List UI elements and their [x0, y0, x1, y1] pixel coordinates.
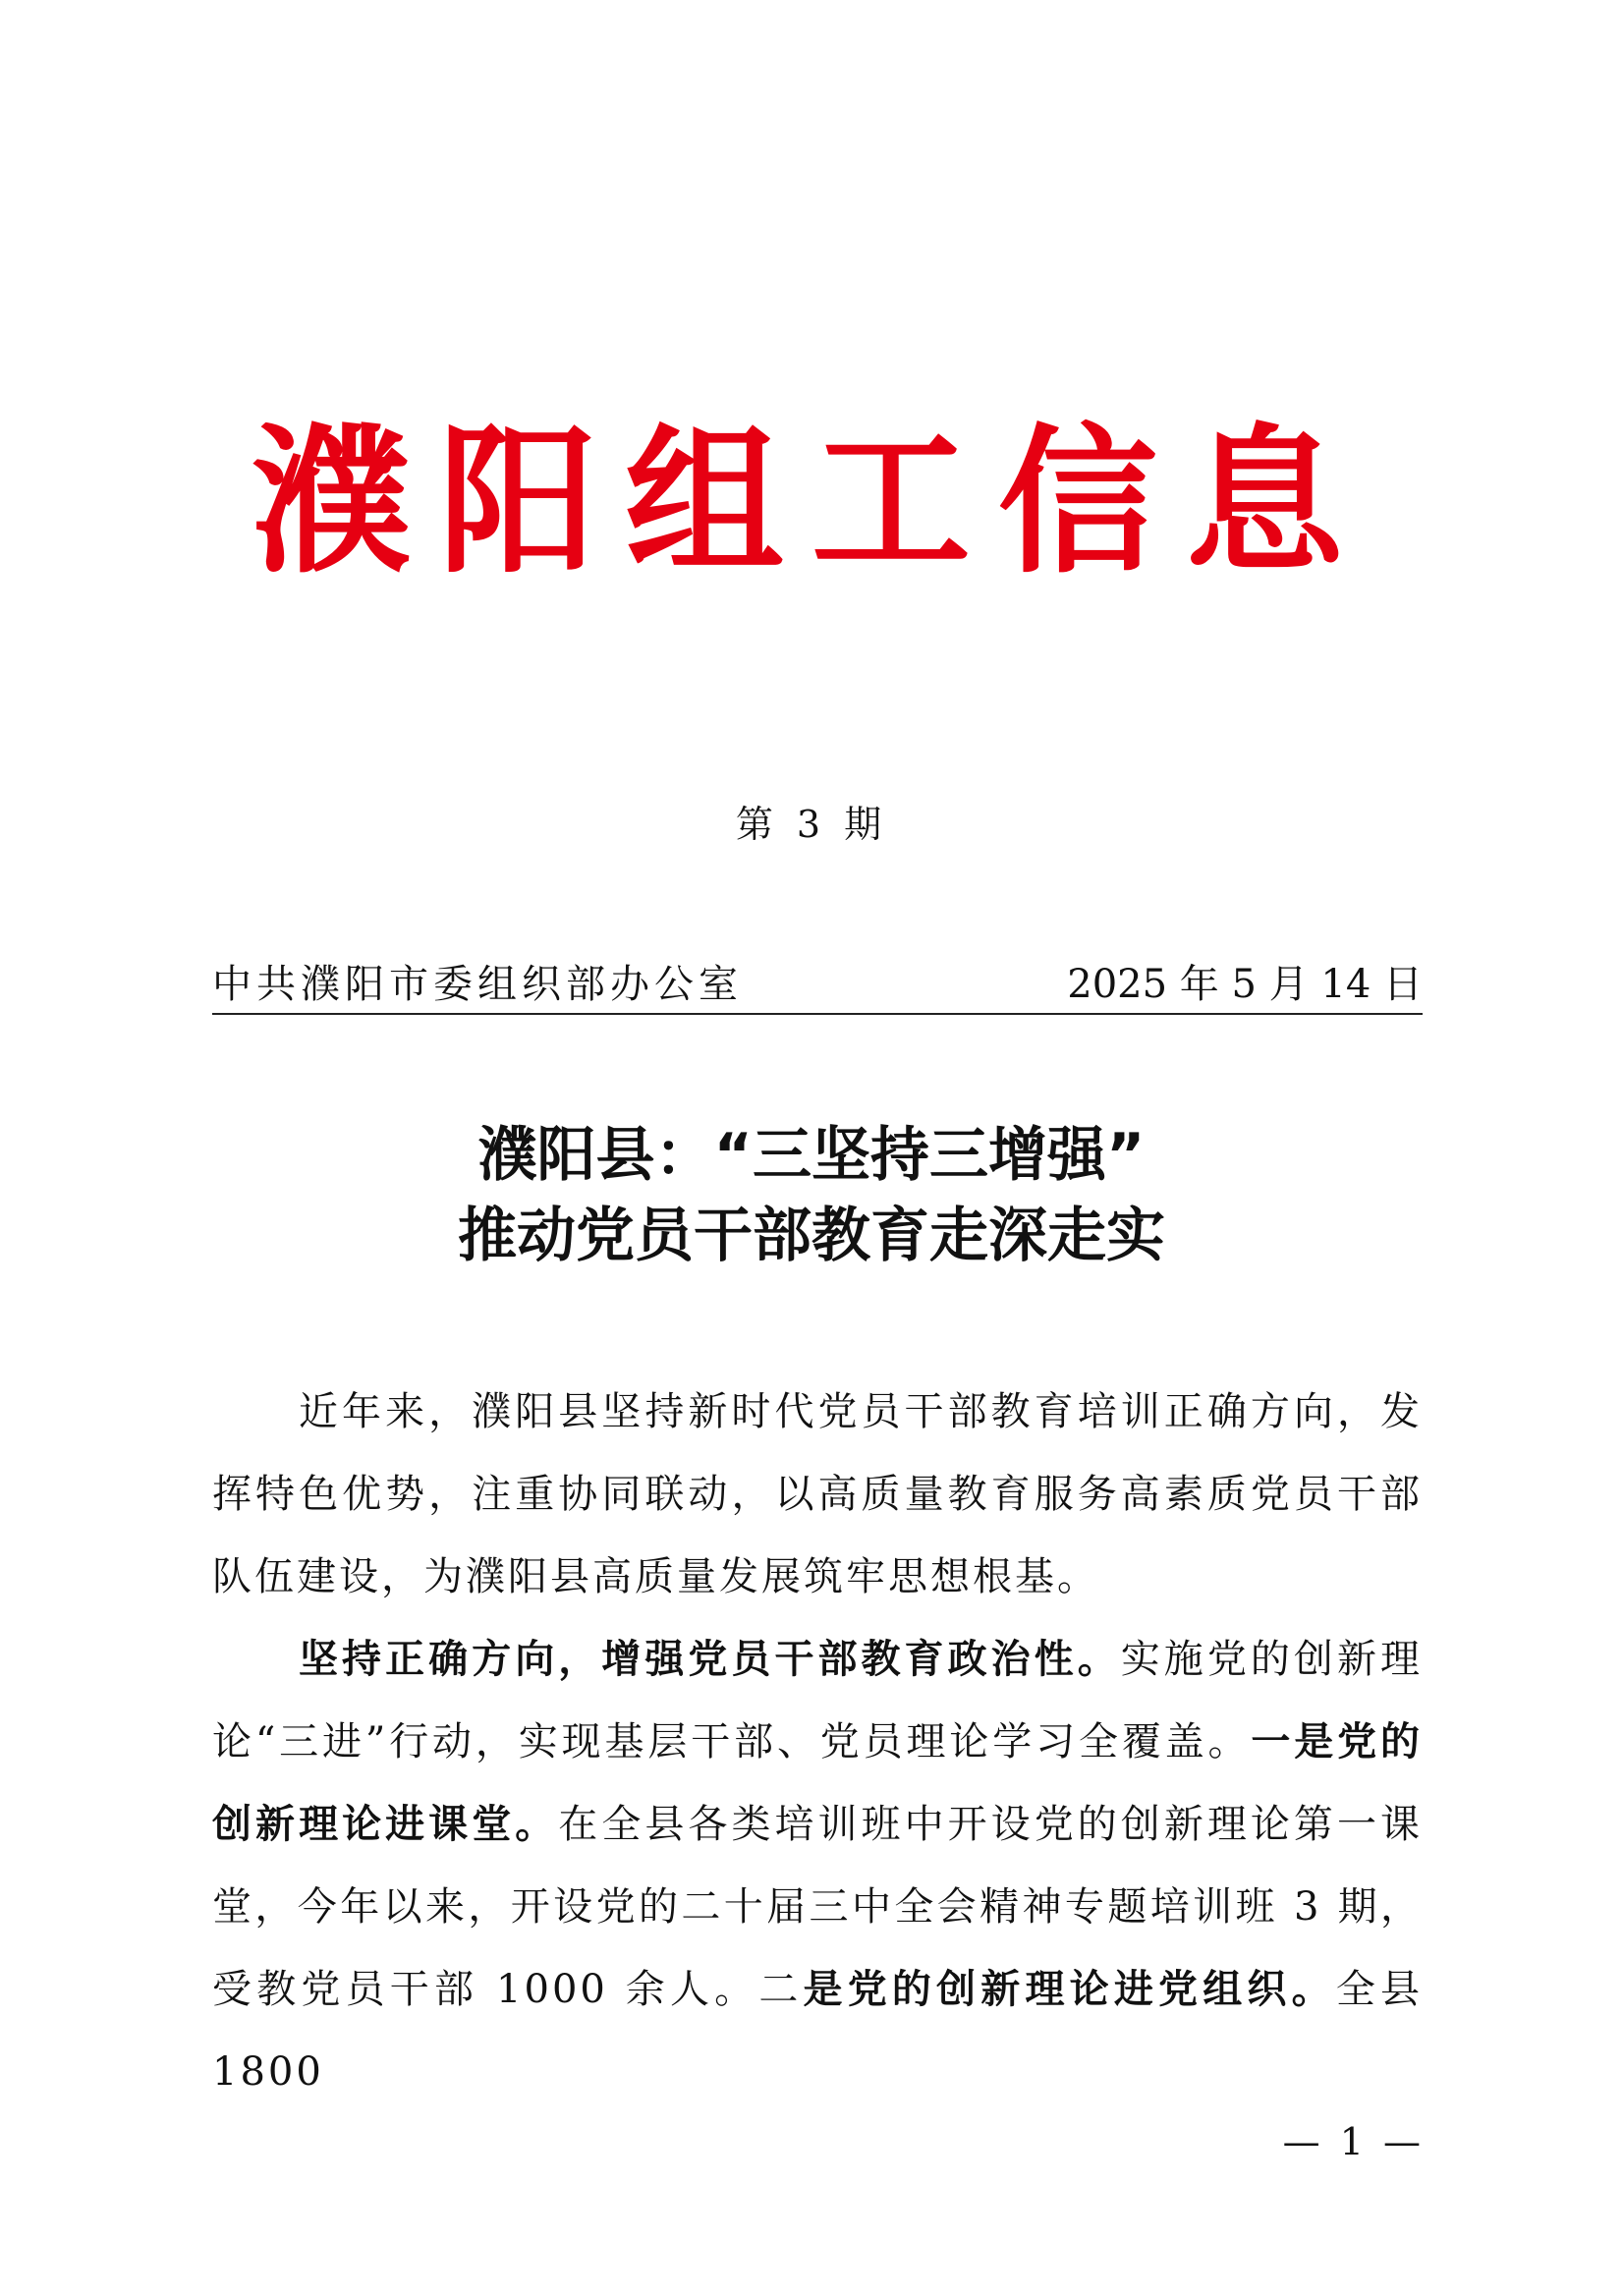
issue-date: 2025 年 5 月 14 日	[1067, 962, 1423, 1007]
item-2-label: 是党的创新理论进党组织。	[803, 1967, 1336, 2012]
paragraph-2	[212, 1618, 1423, 2113]
page-number: — 1 —	[1282, 2120, 1425, 2163]
masthead-title: 濮阳组工信息	[252, 409, 1371, 595]
article-body	[212, 1371, 1423, 2113]
item-1-label: 一是党的创新理论进课堂。	[212, 1719, 1424, 1847]
article-title	[0, 1115, 1623, 1276]
item-2-prefix: 二	[758, 1967, 804, 2012]
paragraph-2-heading: 坚持正确方向，增强党员干部教育政治性。	[299, 1637, 1121, 1682]
paragraph-2-text-2: 在全县各类培训班中开设党的创新理论第一课堂，今年以来，开设党的二十届三中全会精神专题培训班 3 期，受教党员干部 1000 余人。	[212, 1802, 1423, 2012]
issue-number: 第 3 期	[735, 803, 888, 846]
article-title-line-1: 濮阳县：“三坚持三增强”	[477, 1121, 1146, 1190]
paragraph-2-text-3: 全县 1800	[212, 1967, 1424, 2095]
issuer-name: 中共濮阳市委组织部办公室	[212, 962, 743, 1007]
issuer-date-row	[212, 958, 1423, 1011]
paragraph-2-text-1: 实施党的创新理论“三进”行动，实现基层干部、党员理论学习全覆盖。	[212, 1637, 1424, 1764]
header-rule	[212, 1013, 1423, 1015]
paragraph-intro: 近年来，濮阳县坚持新时代党员干部教育培训正确方向，发挥特色优势，注重协同联动，以高质量教育服务高素质党员干部队伍建设，为濮阳县高质量发展筑牢思想根基。	[212, 1389, 1423, 1599]
article-title-line-2: 推动党员干部教育走深走实	[458, 1202, 1165, 1270]
